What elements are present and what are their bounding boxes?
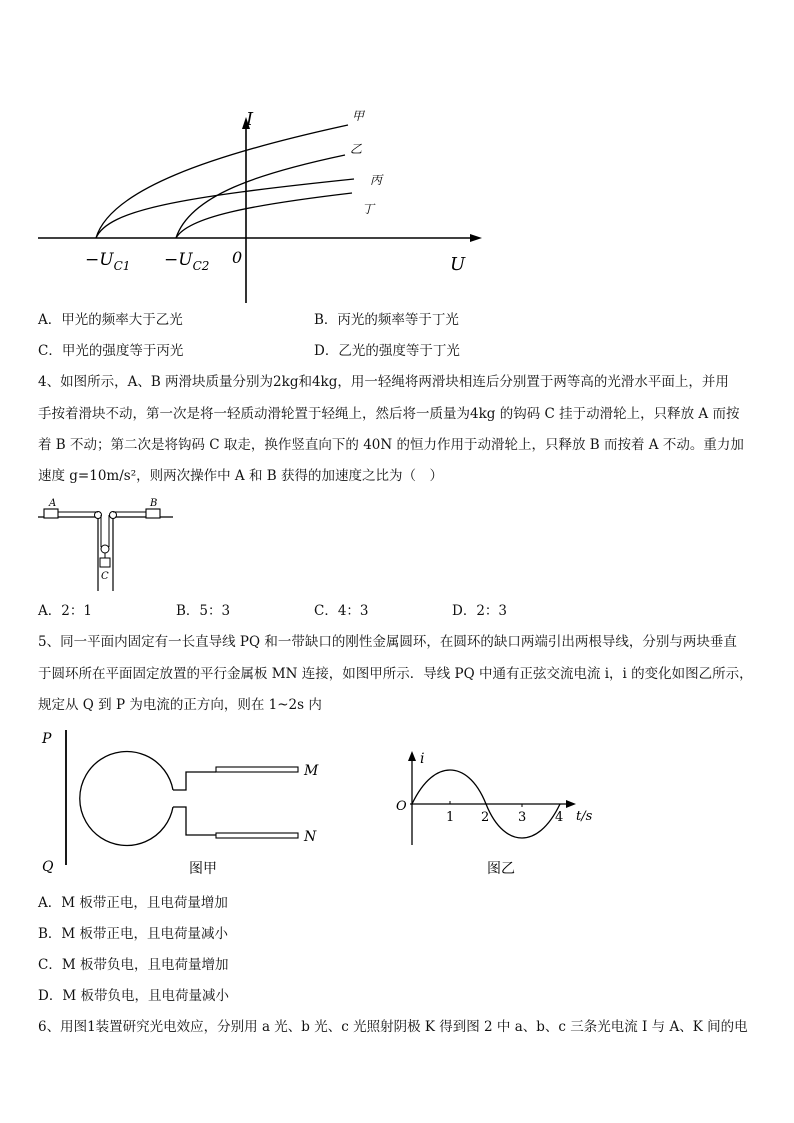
axis-i-label: I — [246, 109, 254, 130]
tick-label-1: 1 — [446, 810, 455, 825]
caption-fig-a: 图甲 — [189, 861, 217, 877]
q5-option-a: A．M 板带正电，且电荷量增加 — [38, 895, 228, 911]
block-b — [146, 509, 160, 518]
origin-label: 0 — [232, 248, 243, 267]
iu-curve-figure — [30, 95, 500, 310]
tick-label-3: 3 — [518, 810, 527, 825]
i-axis-b-arrow — [408, 751, 416, 761]
curve-label-yi: 乙 — [350, 142, 363, 156]
q4-option-b: B．5：3 — [176, 603, 231, 619]
q3-option-d: D．乙光的强度等于丁光 — [314, 343, 460, 359]
q4-text-line-3: 着 B 不动；第二次是将钩码 C 取走，换作竖直向下的 40N 的恒力作用于动滑轮上，只释放 B 而按着 A 不动。重力加 — [38, 437, 744, 453]
q4-text-line-2: 手按着滑块不动，第一次是将一轻质动滑轮置于轻绳上，然后将一质量为4kg 的钩码 C 挂于动滑轮上，只释放 A 而按 — [38, 406, 740, 422]
label-q: Q — [42, 859, 54, 875]
sine-figure — [390, 745, 600, 880]
q5-option-c: C．M 板带负电，且电荷量增加 — [38, 957, 229, 973]
t-label: t/s — [576, 809, 593, 824]
q3-option-c: C．甲光的强度等于丙光 — [38, 343, 184, 359]
tick-label-4: 4 — [555, 810, 564, 825]
q4-text-line-4: 速度 g=10m/s²，则两次操作中 A 和 B 获得的加速度之比为（ ） — [38, 468, 443, 484]
q4-option-c: C．4：3 — [314, 603, 369, 619]
i-label: i — [420, 751, 425, 767]
u-axis-arrow — [470, 234, 482, 242]
uc1-label: $-U_{C1}$ — [85, 250, 131, 273]
label-a: A — [49, 498, 57, 509]
t-axis-arrow — [566, 800, 576, 808]
axis-u-label: U — [450, 254, 466, 275]
q5-text-line-2: 于圆环所在平面固定放置的平行金属板 MN 连接，如图甲所示．导线 PQ 中通有正弦交流电流 i，i 的变化如图乙所示， — [38, 666, 753, 682]
q3-option-b: B．丙光的频率等于丁光 — [314, 312, 459, 328]
label-p: P — [42, 731, 52, 747]
ring-figure — [36, 725, 336, 880]
uc2-label: $-U_{C2}$ — [164, 250, 210, 273]
plate-m — [216, 767, 298, 772]
q4-option-a: A．2：1 — [38, 603, 92, 619]
right-fixed-pulley — [110, 512, 117, 519]
plate-n — [216, 833, 298, 838]
q4-option-d: D．2：3 — [452, 603, 508, 619]
label-m: M — [304, 763, 319, 779]
curve-jia — [96, 125, 348, 238]
metal-ring — [80, 752, 173, 846]
q3-option-a: A．甲光的频率大于乙光 — [38, 312, 183, 328]
q4-text-line-1: 4、如图所示，A、B 两滑块质量分别为2kg和4kg，用一轻绳将两滑块相连后分别置于两等高的光滑水平面上，并用 — [38, 374, 729, 390]
curve-label-bing: 丙 — [370, 173, 383, 187]
label-b: B — [150, 498, 158, 509]
q5-option-d: D．M 板带负电，且电荷量减小 — [38, 988, 229, 1004]
caption-fig-b: 图乙 — [487, 861, 515, 877]
label-c: C — [101, 571, 109, 582]
pulley-figure — [36, 495, 176, 595]
block-c — [100, 558, 110, 567]
block-a — [44, 509, 58, 518]
moving-pulley — [101, 545, 109, 553]
curve-label-ding: 丁 — [362, 202, 375, 216]
left-fixed-pulley — [95, 512, 102, 519]
q5-text-line-3: 规定从 Q 到 P 为电流的正方向，则在 1~2s 内 — [38, 697, 322, 713]
tick-label-2: 2 — [481, 810, 490, 825]
curve-ding — [176, 193, 352, 238]
origin-o: O — [396, 799, 407, 814]
q6-text-line-1: 6、用图1装置研究光电效应，分别用 a 光、b 光、c 光照射阴极 K 得到图 2 中 a、b、c 三条光电流 I 与 A、K 间的电 — [38, 1019, 748, 1035]
curve-bing — [96, 179, 354, 238]
lead-lower — [173, 807, 216, 835]
q5-text-line-1: 5、同一平面内固定有一长直导线 PQ 和一带缺口的刚性金属圆环，在圆环的缺口两端引出两根导线，分别与两块垂直 — [38, 634, 737, 650]
curve-label-jia: 甲 — [352, 109, 365, 123]
label-n: N — [304, 829, 317, 845]
lead-upper — [173, 772, 216, 790]
q5-option-b: B．M 板带正电，且电荷量减小 — [38, 926, 229, 942]
